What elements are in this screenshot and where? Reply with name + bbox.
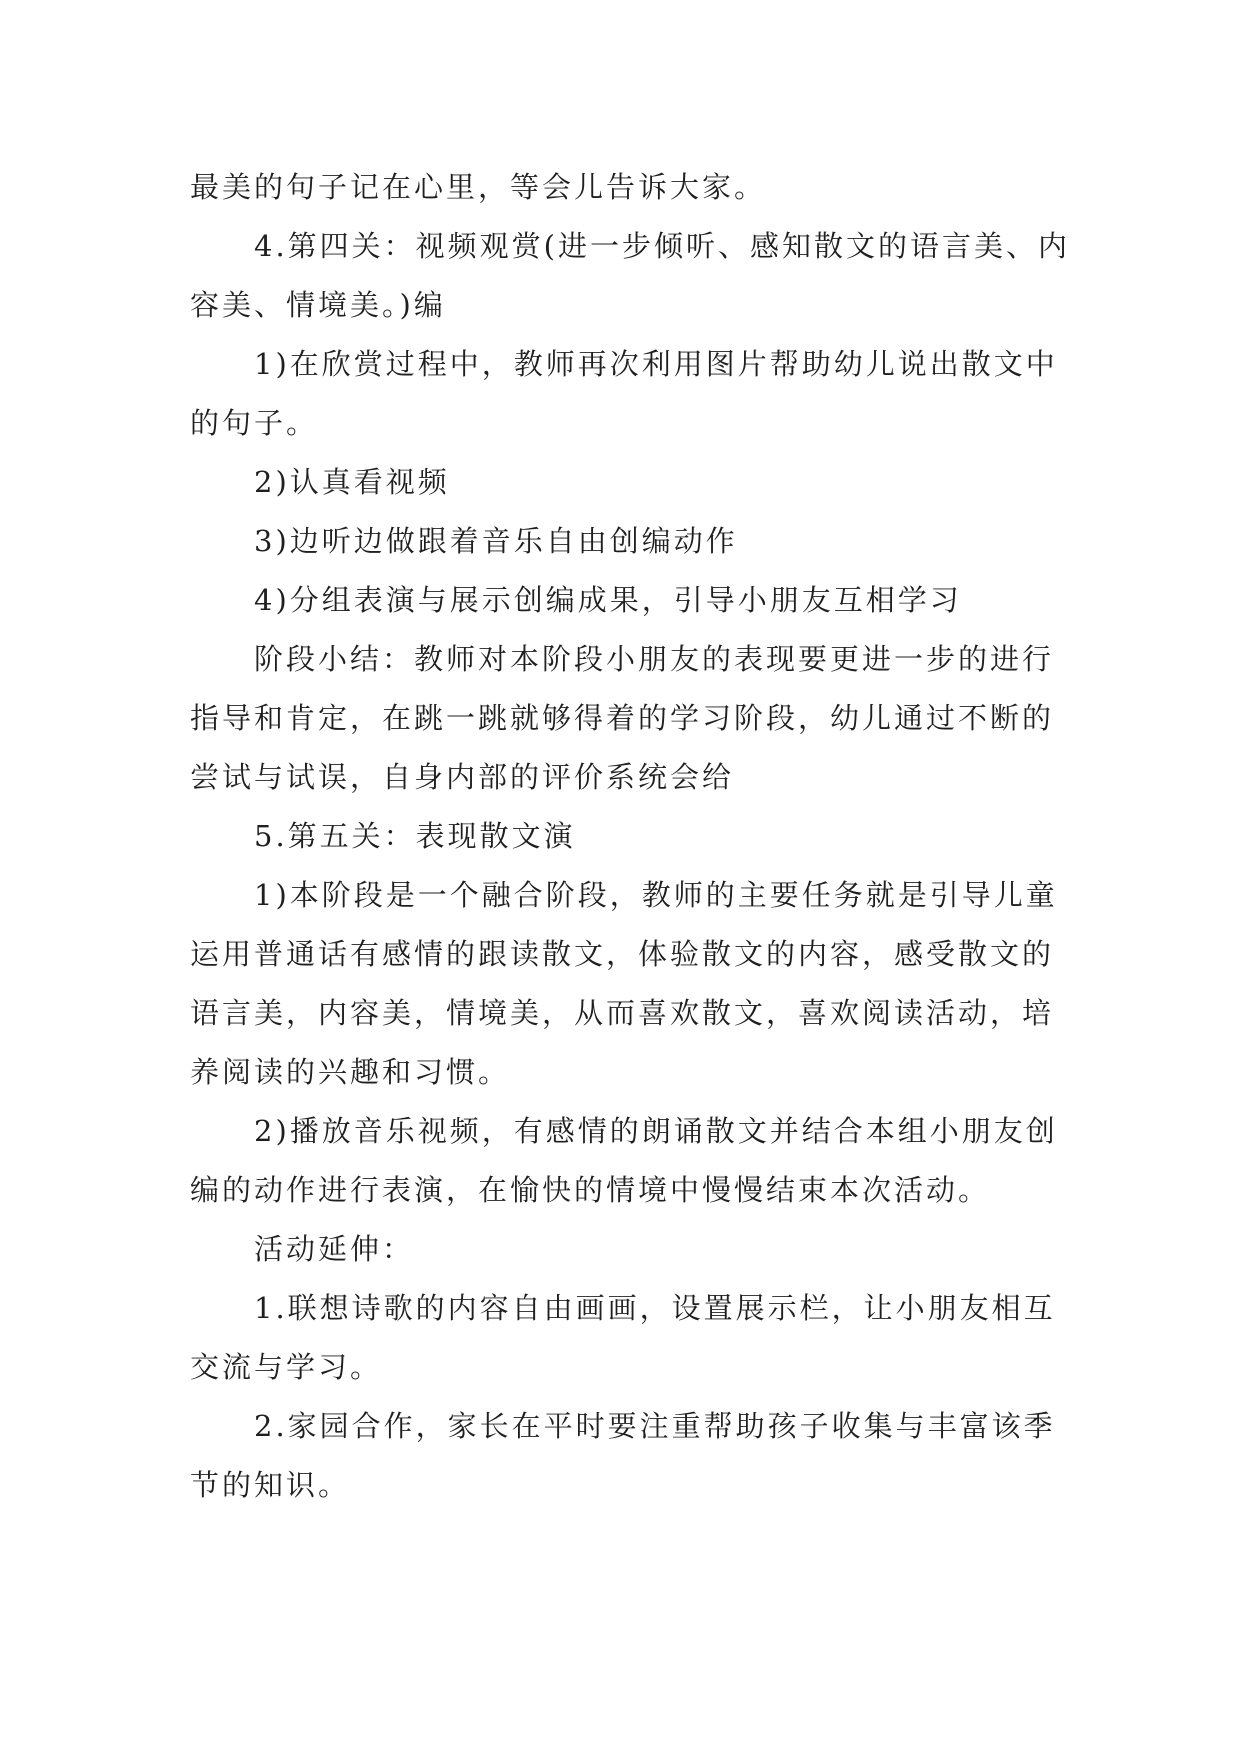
paragraph-step-2: 2)认真看视频: [254, 465, 450, 499]
paragraph-continuation: 最美的句子记在心里，等会儿告诉大家。: [190, 170, 767, 204]
document-body: [190, 158, 1070, 1515]
paragraph-extension-2: 2.家园合作，家长在平时要注重帮助孩子收集与丰富该季节的知识。: [190, 1409, 1056, 1502]
paragraph-step-4: 4)分组表演与展示创编成果，引导小朋友互相学习: [254, 583, 962, 617]
paragraph-step-1: 1)在欣赏过程中，教师再次利用图片帮助幼儿说出散文中的句子。: [190, 347, 1058, 440]
paragraph-stage-five-step-2: 2)播放音乐视频，有感情的朗诵散文并结合本组小朋友创编的动作进行表演，在愉快的情境中慢慢结束本次活动。: [190, 1114, 1058, 1207]
paragraph-extension-heading: 活动延伸：: [254, 1232, 415, 1266]
paragraph-stage-five-step-1: 1)本阶段是一个融合阶段，教师的主要任务就是引导儿童运用普通话有感情的跟读散文，体验散文的内容，感受散文的语言美，内容美，情境美，从而喜欢散文，喜欢阅读活动，培养阅读的兴趣和习惯。: [190, 878, 1058, 1089]
paragraph-stage-five: 5.第五关：表现散文演: [254, 819, 576, 853]
paragraph-extension-1: 1.联想诗歌的内容自由画画，设置展示栏，让小朋友相互交流与学习。: [190, 1291, 1056, 1384]
paragraph-stage-four: 4.第四关：视频观赏(进一步倾听、感知散文的语言美、内容美、情境美。)编: [190, 229, 1070, 322]
paragraph-step-3: 3)边听边做跟着音乐自由创编动作: [254, 524, 738, 558]
paragraph-stage-summary: 阶段小结：教师对本阶段小朋友的表现要更进一步的进行指导和肯定，在跳一跳就够得着的学习阶段，幼儿通过不断的尝试与试误，自身内部的评价系统会给: [190, 642, 1055, 794]
